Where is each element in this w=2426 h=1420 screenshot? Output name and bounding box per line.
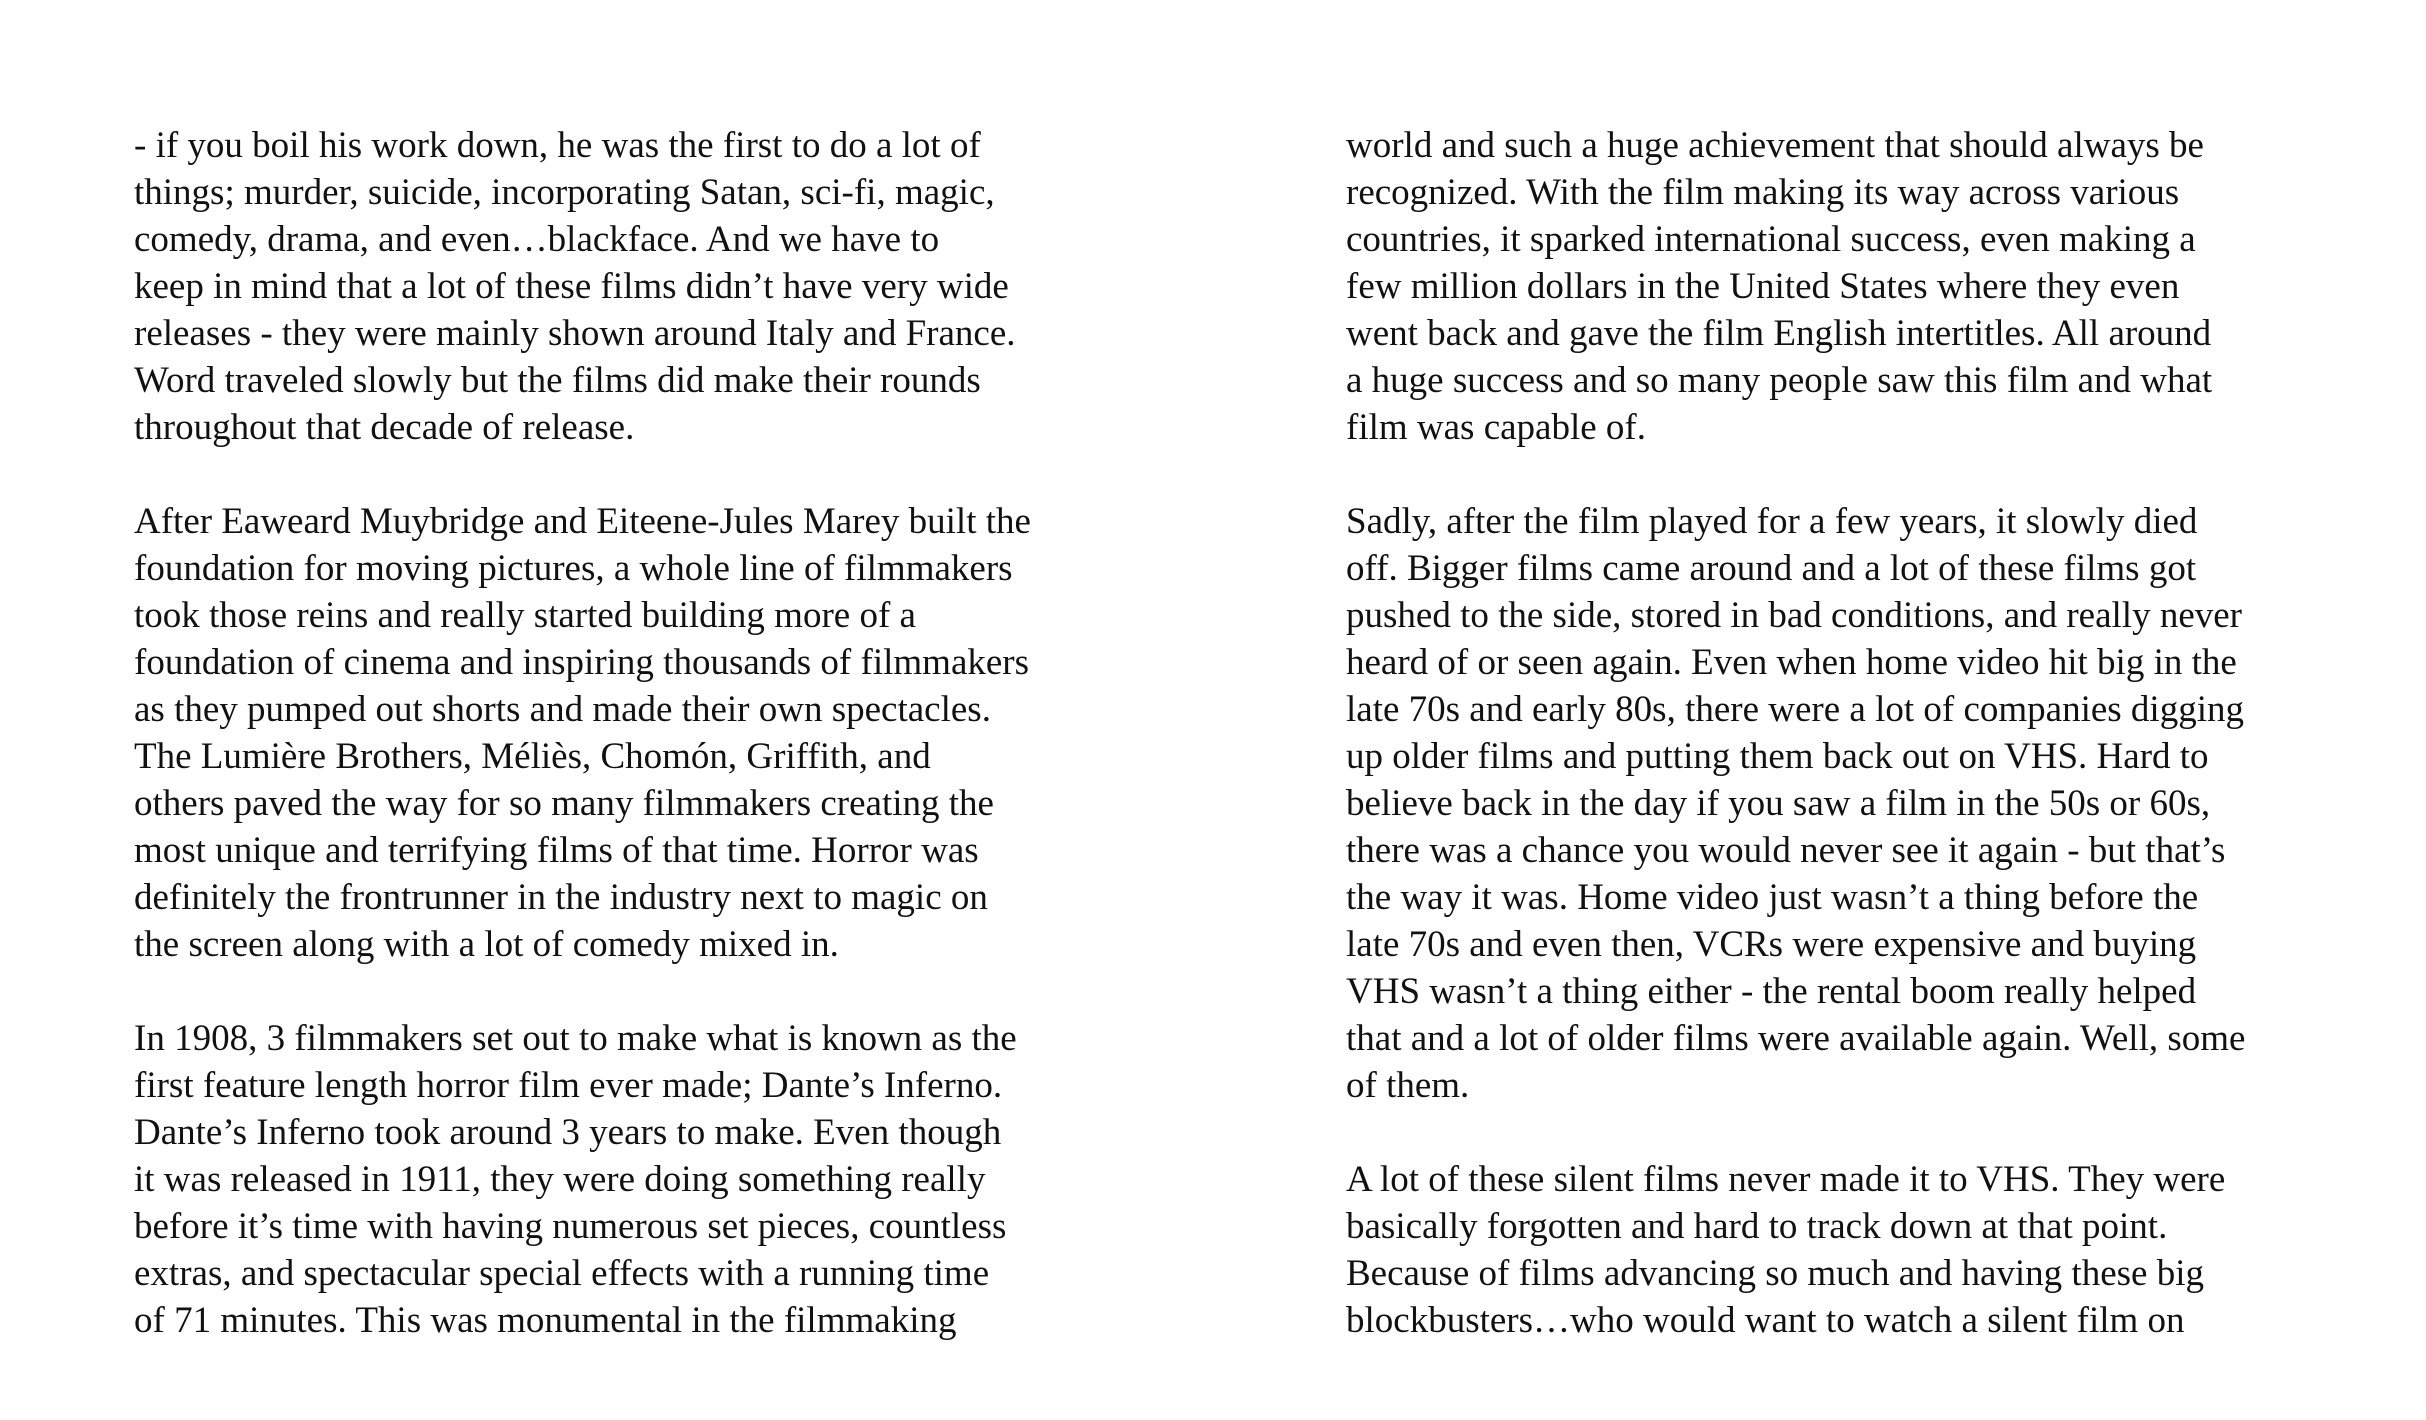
text-line: A lot of these silent films never made it to VHS. They were bbox=[1346, 1159, 2226, 1200]
text-line: there was a chance you would never see it again - but that’s bbox=[1346, 830, 2226, 871]
text-line: film was capable of. bbox=[1346, 407, 1646, 448]
text-line: Because of films advancing so much and having these big bbox=[1346, 1253, 2204, 1294]
left-page-column bbox=[134, 122, 1134, 1391]
paragraph-international-success bbox=[1346, 122, 2346, 451]
text-line: heard of or seen again. Even when home video hit big in the bbox=[1346, 642, 2237, 683]
text-line: recognized. With the film making its way across various bbox=[1346, 172, 2180, 213]
text-line: of them. bbox=[1346, 1065, 1470, 1106]
text-line: off. Bigger films came around and a lot of these films got bbox=[1346, 548, 2197, 589]
text-line: before it’s time with having numerous set pieces, countless bbox=[134, 1206, 1007, 1247]
right-page-column bbox=[1346, 122, 2346, 1391]
text-line: believe back in the day if you saw a film in the 50s or 60s, bbox=[1346, 783, 2211, 824]
text-line: releases - they were mainly shown around Italy and France. bbox=[134, 313, 1016, 354]
text-line: most unique and terrifying films of that time. Horror was bbox=[134, 830, 979, 871]
text-line: first feature length horror film ever made; Dante’s Inferno. bbox=[134, 1065, 1003, 1106]
text-line: extras, and spectacular special effects with a running time bbox=[134, 1253, 990, 1294]
text-line: things; murder, suicide, incorporating Satan, sci-fi, magic, bbox=[134, 172, 995, 213]
text-line: throughout that decade of release. bbox=[134, 407, 635, 448]
text-line: went back and gave the film English intertitles. All around bbox=[1346, 313, 2212, 354]
text-line: Sadly, after the film played for a few years, it slowly died bbox=[1346, 501, 2198, 542]
paragraph-silent-films-vhs bbox=[1346, 1156, 2346, 1344]
paragraph-muybridge-marey bbox=[134, 498, 1134, 968]
text-line: a huge success and so many people saw this film and what bbox=[1346, 360, 2213, 401]
text-line: that and a lot of older films were available again. Well, some bbox=[1346, 1018, 2246, 1059]
paragraph-boil-his-work bbox=[134, 122, 1134, 451]
text-line: countries, it sparked international success, even making a bbox=[1346, 219, 2196, 260]
text-line: the way it was. Home video just wasn’t a thing before the bbox=[1346, 877, 2199, 918]
text-line: world and such a huge achievement that should always be bbox=[1346, 125, 2204, 166]
text-line: After Eaweard Muybridge and Eiteene-Jules Marey built the bbox=[134, 501, 1031, 542]
text-line: The Lumière Brothers, Méliès, Chomón, Griffith, and bbox=[134, 736, 931, 777]
text-line: blockbusters…who would want to watch a silent film on bbox=[1346, 1300, 2185, 1341]
text-line: foundation of cinema and inspiring thousands of filmmakers bbox=[134, 642, 1030, 683]
text-line: of 71 minutes. This was monumental in the filmmaking bbox=[134, 1300, 957, 1341]
text-line: others paved the way for so many filmmakers creating the bbox=[134, 783, 994, 824]
text-line: Dante’s Inferno took around 3 years to make. Even though bbox=[134, 1112, 1002, 1153]
text-line: the screen along with a lot of comedy mixed in. bbox=[134, 924, 839, 965]
text-line: it was released in 1911, they were doing something really bbox=[134, 1159, 986, 1200]
text-line: definitely the frontrunner in the industry next to magic on bbox=[134, 877, 988, 918]
text-line: basically forgotten and hard to track down at that point. bbox=[1346, 1206, 2168, 1247]
text-line: up older films and putting them back out on VHS. Hard to bbox=[1346, 736, 2209, 777]
text-line: VHS wasn’t a thing either - the rental boom really helped bbox=[1346, 971, 2197, 1012]
paragraph-home-video bbox=[1346, 498, 2346, 1109]
text-line: few million dollars in the United States where they even bbox=[1346, 266, 2180, 307]
text-line: keep in mind that a lot of these films didn’t have very wide bbox=[134, 266, 1009, 307]
text-line: as they pumped out shorts and made their own spectacles. bbox=[134, 689, 991, 730]
text-line: late 70s and early 80s, there were a lot of companies digging bbox=[1346, 689, 2244, 730]
text-line: comedy, drama, and even…blackface. And we have to bbox=[134, 219, 940, 260]
text-line: Word traveled slowly but the films did make their rounds bbox=[134, 360, 981, 401]
text-line: late 70s and even then, VCRs were expensive and buying bbox=[1346, 924, 2197, 965]
text-line: pushed to the side, stored in bad conditions, and really never bbox=[1346, 595, 2243, 636]
text-line: foundation for moving pictures, a whole line of filmmakers bbox=[134, 548, 1013, 589]
text-line: - if you boil his work down, he was the first to do a lot of bbox=[134, 125, 981, 166]
paragraph-dantes-inferno bbox=[134, 1015, 1134, 1344]
text-line: In 1908, 3 filmmakers set out to make what is known as the bbox=[134, 1018, 1017, 1059]
text-line: took those reins and really started building more of a bbox=[134, 595, 916, 636]
